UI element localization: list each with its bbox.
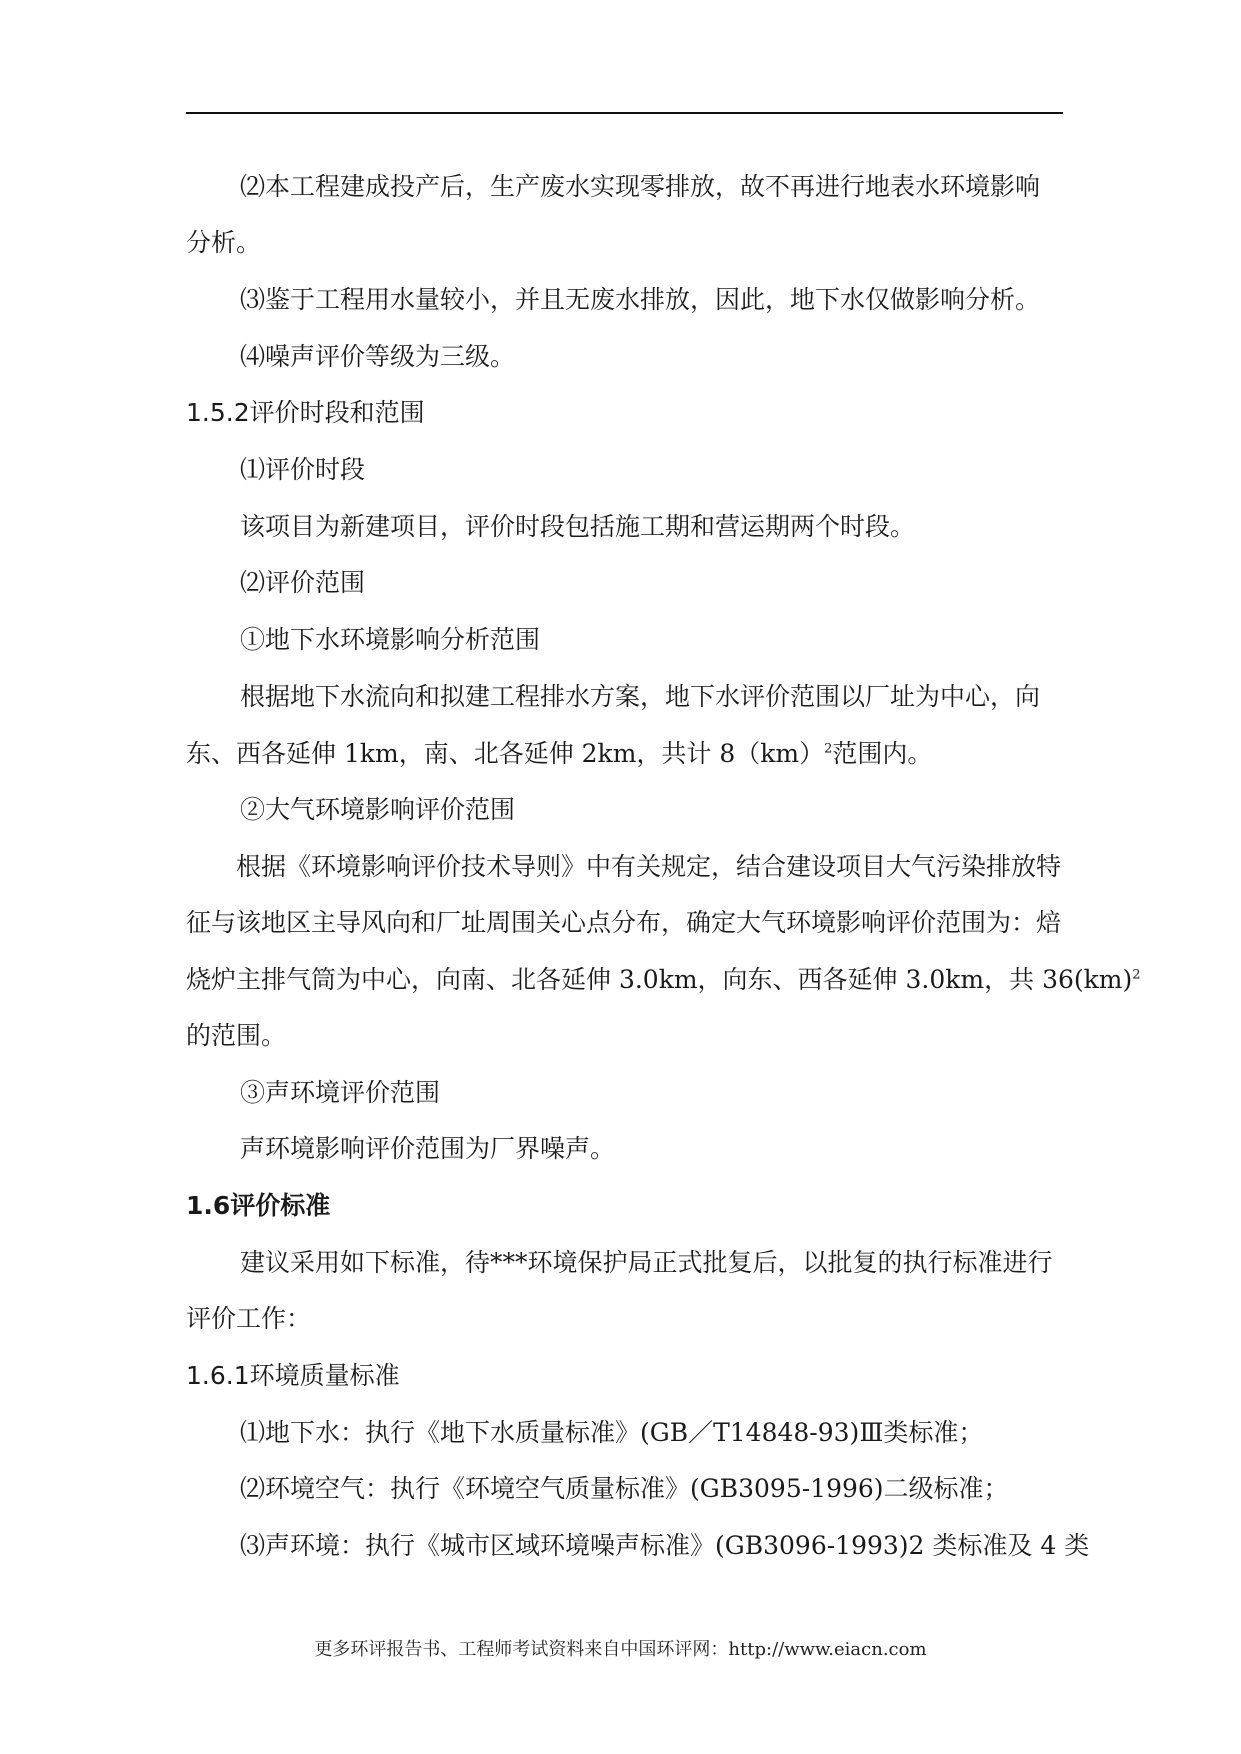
paragraph-line: ⑴地下水：执行《地下水质量标准》(GB／T14848-93)Ⅲ类标准；	[240, 1418, 984, 1447]
paragraph-line: ⑵环境空气：执行《环境空气质量标准》(GB3095-1996)二级标准；	[240, 1474, 1009, 1503]
paragraph-line	[186, 739, 1066, 769]
text-span: 范围内。	[832, 739, 933, 768]
paragraph-line: ⑷噪声评价等级为三级。	[240, 342, 516, 371]
paragraph-line: 根据地下水流向和拟建工程排水方案，地下水评价范围以厂址为中心，向	[240, 682, 1041, 711]
paragraph-line: 征与该地区主导风向和厂址周围关心点分布，确定大气环境影响评价范围为：焙	[186, 908, 1062, 937]
section-heading: 1.5.2评价时段和范围	[186, 398, 425, 427]
text-span: 东、西各延伸 1km，南、北各延伸 2km，共计 8（km）	[186, 739, 825, 768]
section-heading: 1.6.1环境质量标准	[186, 1361, 400, 1390]
paragraph-line: ①地下水环境影响分析范围	[240, 625, 541, 654]
paragraph-line: ⑵评价范围	[240, 568, 366, 597]
header-rule	[186, 112, 1063, 114]
paragraph-line: ⑶声环境：执行《城市区域环境噪声标准》(GB3096-1993)2 类标准及 4 类	[240, 1531, 1090, 1560]
paragraph-line: 声环境影响评价范围为厂界噪声。	[240, 1134, 616, 1163]
paragraph-line: ⑶鉴于工程用水量较小，并且无废水排放，因此，地下水仅做影响分析。	[240, 285, 1041, 314]
page-footer: 更多环评报告书、工程师考试资料来自中国环评网：http://www.eiacn.com	[314, 1639, 927, 1660]
paragraph-line: ⑴评价时段	[240, 455, 366, 484]
paragraph-line: 的范围。	[186, 1021, 287, 1050]
paragraph-line: 该项目为新建项目，评价时段包括施工期和营运期两个时段。	[240, 512, 916, 541]
text-span: 烧炉主排气筒为中心，向南、北各延伸 3.0km，向东、西各延伸 3.0km，共 36(km)	[186, 965, 1133, 994]
section-heading: 1.6评价标准	[186, 1191, 331, 1220]
superscript: 2	[824, 741, 833, 757]
paragraph-line: 评价工作：	[186, 1304, 312, 1333]
paragraph-line: ③声环境评价范围	[240, 1078, 441, 1107]
paragraph-line: 建议采用如下标准，待***环境保护局正式批复后，以批复的执行标准进行	[240, 1248, 1053, 1277]
paragraph-line: ②大气环境影响评价范围	[240, 795, 516, 824]
paragraph-line: ⑵本工程建成投产后，生产废水实现零排放，故不再进行地表水环境影响	[240, 172, 1041, 201]
paragraph-line	[186, 965, 1141, 995]
superscript: 2	[1132, 967, 1141, 983]
paragraph-line: 分析。	[186, 228, 262, 257]
paragraph-line: 根据《环境影响评价技术导则》中有关规定，结合建设项目大气污染排放特	[236, 852, 1062, 881]
